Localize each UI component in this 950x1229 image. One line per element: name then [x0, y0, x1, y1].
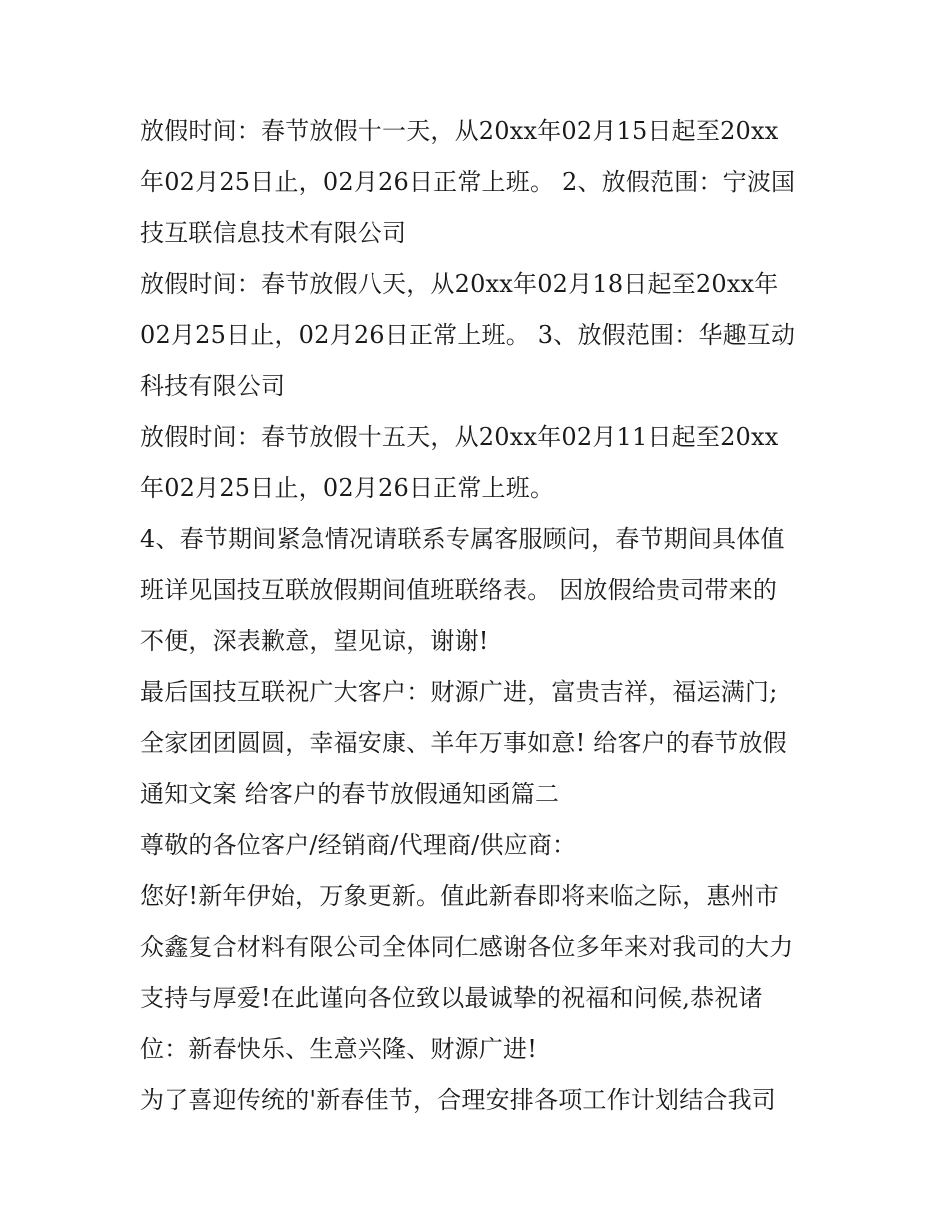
text-line: 放假时间：春节放假十五天，从20xx年02月11日起至20xx — [140, 423, 779, 451]
text-line: 年02月25日止，02月26日正常上班。 2、放假范围：宁波国 — [140, 168, 796, 196]
text-line: 众鑫复合材料有限公司全体同仁感谢各位多年来对我司的大力 — [140, 933, 794, 961]
text-line: 4、春节期间紧急情况请联系专属客服顾问，春节期间具体值 — [140, 525, 785, 553]
text-line: 技互联信息技术有限公司 — [140, 219, 407, 247]
text-line: 科技有限公司 — [140, 372, 286, 400]
text-line: 位：新春快乐、生意兴隆、财源广进! — [140, 1035, 538, 1063]
text-line: 班详见国技互联放假期间值班联络表。 因放假给贵司带来的 — [140, 576, 778, 604]
text-line: 年02月25日止，02月26日正常上班。 — [140, 474, 555, 502]
text-line: 02月25日止，02月26日正常上班。 3、放假范围：华趣互动 — [140, 321, 796, 349]
text-line: 通知文案 给客户的春节放假通知函篇二 — [140, 780, 560, 808]
text-line: 全家团团圆圆，幸福安康、羊年万事如意! 给客户的春节放假 — [140, 729, 787, 757]
text-line: 您好!新年伊始，万象更新。值此新春即将来临之际，惠州市 — [140, 882, 780, 910]
text-line: 最后国技互联祝广大客户：财源广进，富贵吉祥，福运满门; — [140, 678, 778, 706]
text-line: 支持与厚爱!在此谨向各位致以最诚挚的祝福和问候,恭祝诸 — [140, 984, 763, 1012]
text-line: 为了喜迎传统的'新春佳节，合理安排各项工作计划结合我司 — [140, 1086, 776, 1114]
document-body — [140, 106, 820, 1126]
text-line: 放假时间：春节放假八天，从20xx年02月18日起至20xx年 — [140, 270, 779, 298]
text-line: 放假时间：春节放假十一天，从20xx年02月15日起至20xx — [140, 117, 779, 145]
text-line: 尊敬的各位客户/经销商/代理商/供应商： — [140, 831, 577, 859]
text-line: 不便，深表歉意，望见谅，谢谢! — [140, 627, 489, 655]
